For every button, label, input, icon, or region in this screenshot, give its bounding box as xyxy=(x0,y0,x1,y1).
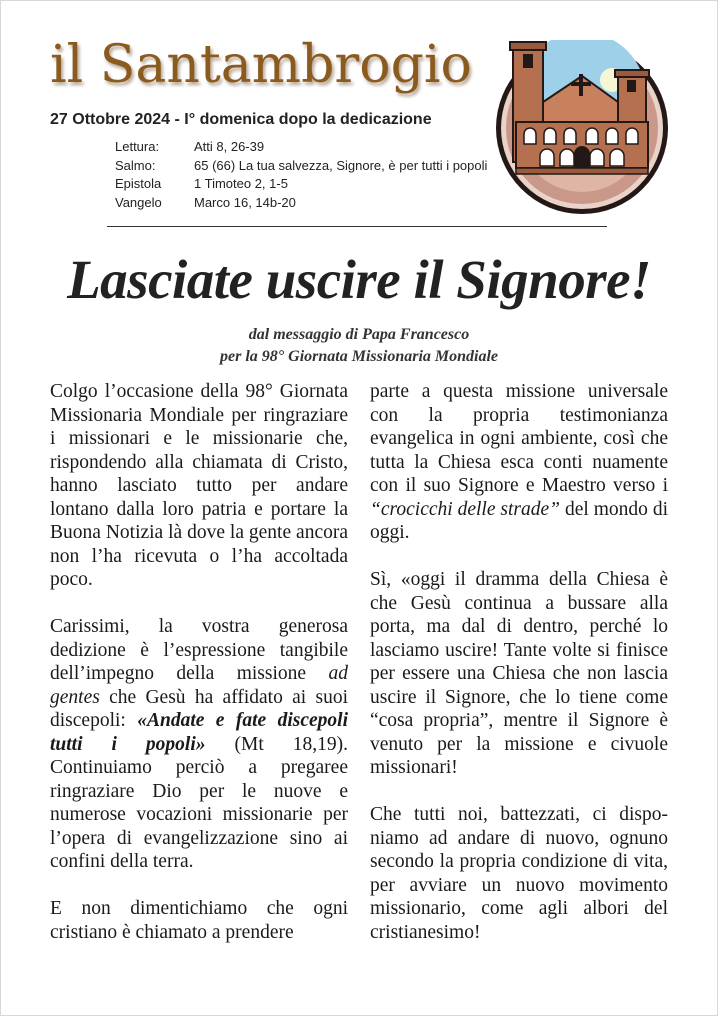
paragraph-text: Carissimi, la vostra generosa dedizione è l’espressione tangibile dell’impegno della missione xyxy=(50,616,348,684)
church-facade-icon xyxy=(494,40,670,216)
paragraph-text: (Mt 18,19). Continuiamo perciò a pregaree ringraziare Dio per le nuove e numerose vocazioni missionarie per l’opera di evangelizzazione sino ai confini della terra. xyxy=(50,733,348,872)
church-logo xyxy=(494,40,670,216)
article-paragraph: E non dimentichiamo che ogni cristiano è chiamato a prendere xyxy=(50,898,348,943)
reading-label: Vangelo xyxy=(115,194,162,210)
paragraph-text: del mondo di oggi. xyxy=(370,498,668,543)
reading-label: Salmo: xyxy=(115,157,156,173)
reading-row xyxy=(115,138,487,157)
article-paragraph xyxy=(370,380,668,545)
reading-label: Lettura: xyxy=(115,139,160,154)
paragraph-text: che Gesù ha affidato ai suoi discepoli: xyxy=(50,686,348,731)
reading-text: Marco 16, 14b-20 xyxy=(194,194,296,210)
masthead-title: il Santambrogio xyxy=(50,35,472,95)
reading-row xyxy=(115,157,487,176)
latin-phrase: ad gentes xyxy=(50,663,348,708)
reading-label: Epistola xyxy=(115,176,162,191)
article-paragraph: Che tutti noi, battezzati, ci dispo-niamo ad andare di nuovo, ognuno secondo la propria condizione di vita, per avviare un nuovo movimento missionario, come agli albori del cristianesimo! xyxy=(370,804,668,943)
reading-text: 1 Timoteo 2, 1-5 xyxy=(194,176,288,191)
readings-list xyxy=(115,138,487,212)
article-subtitle xyxy=(0,324,718,368)
reading-row xyxy=(115,175,487,194)
article-paragraph: Sì, «oggi il dramma della Chiesa è che Gesù continua a bussare alla porta, ma dal di dentro, perché lo lasciamo uscire! Tante volte si finisce per essere una Chiesa che non lascia uscire il Signore, che lo tiene come “cosa propria”, mentre il Signore è venuto per la missione e civuole missionari! xyxy=(370,569,668,778)
reading-text: Atti 8, 26-39 xyxy=(194,139,265,154)
quoted-phrase: “crocicchi delle strade” xyxy=(370,498,561,520)
reading-row xyxy=(115,194,487,213)
subtitle-line: per la 98° Giornata Missionaria Mondiale xyxy=(220,348,498,365)
gospel-quote: «Andate e fate discepoli tutti i popoli» xyxy=(50,710,348,755)
paragraph-text: parte a questa missione universale con la propria testimonianza evangelica in ogni ambiente, così che tutta la Chiesa esca conti nuamente con il suo Signore e Maestro verso i xyxy=(370,381,668,496)
article-paragraph xyxy=(50,615,348,874)
article-column-left xyxy=(50,380,348,968)
subtitle-line: dal messaggio di Papa Francesco xyxy=(248,326,470,343)
article-headline: Lasciate uscire il Signore! xyxy=(67,249,651,310)
date-line: 27 Ottobre 2024 - I° domenica dopo la dedicazione xyxy=(50,111,432,128)
reading-text: 65 (66) La tua salvezza, Signore, è per tutti i popoli xyxy=(194,157,488,173)
article-column-right xyxy=(370,380,668,968)
header-divider xyxy=(107,226,607,227)
article-paragraph: Colgo l’occasione della 98° Giornata Missionaria Mondiale per ringraziare i missionari e le missionarie che, rispondendo alla chiamata di Cristo, hanno lasciato tutto per andare lontano dalla loro patria e portare la Buona Notizia là dove la gente ancora non l’ha ricevuta o l’ha accoltada poco. xyxy=(50,381,348,590)
